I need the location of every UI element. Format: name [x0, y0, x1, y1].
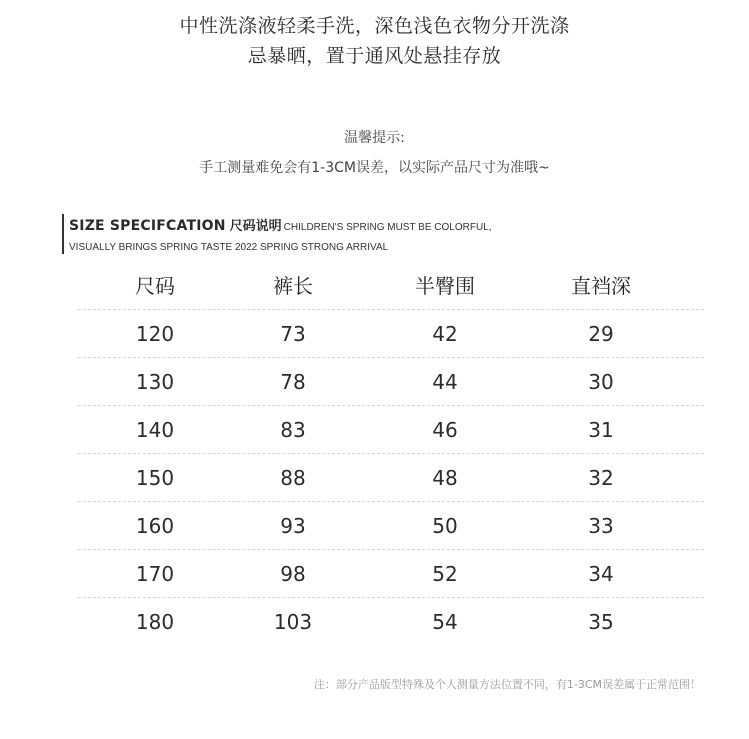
cell-size: 130	[135, 370, 175, 394]
cell-pants-length: 83	[280, 418, 306, 442]
size-header-title-cn: 尺码说明	[229, 219, 282, 234]
cell-half-hip: 48	[432, 466, 458, 490]
cell-rise-depth: 35	[588, 610, 614, 634]
cell-half-hip: 46	[432, 418, 458, 442]
cell-pants-length: 73	[280, 322, 306, 346]
cell-size: 170	[135, 562, 175, 586]
cell-size: 150	[135, 466, 175, 490]
size-specification-header	[62, 214, 492, 254]
size-header-subtitle-1: CHILDREN'S SPRING MUST BE COLORFUL,	[283, 222, 492, 233]
cell-pants-length: 93	[280, 514, 306, 538]
table-row	[0, 502, 749, 550]
cell-rise-depth: 33	[588, 514, 614, 538]
cell-pants-length: 78	[280, 370, 306, 394]
cell-size: 160	[135, 514, 175, 538]
cell-half-hip: 52	[432, 562, 458, 586]
tip-body: 手工测量难免会有1-3CM误差，以实际产品尺寸为准哦~	[199, 160, 550, 176]
table-header-row	[0, 262, 749, 310]
measurement-footnote: 注：部分产品版型特殊及个人测量方法位置不同，有1-3CM误差属于正常范围！	[313, 678, 701, 691]
cell-half-hip: 44	[432, 370, 458, 394]
size-table	[0, 262, 749, 646]
cell-half-hip: 50	[432, 514, 458, 538]
size-header-title: SIZE SPECIFCATION	[69, 218, 226, 234]
table-row	[0, 454, 749, 502]
cell-rise-depth: 34	[588, 562, 614, 586]
care-instruction-line-2: 忌暴晒，置于通风处悬挂存放	[247, 45, 502, 67]
cell-rise-depth: 31	[588, 418, 614, 442]
size-header-line-1	[69, 214, 492, 239]
cell-pants-length: 98	[280, 562, 306, 586]
cell-rise-depth: 32	[588, 466, 614, 490]
column-header-size: 尺码	[135, 274, 175, 298]
column-header-pants-length: 裤长	[273, 274, 313, 298]
cell-rise-depth: 30	[588, 370, 614, 394]
cell-size: 140	[135, 418, 175, 442]
table-row	[0, 406, 749, 454]
cell-rise-depth: 29	[588, 322, 614, 346]
table-row	[0, 310, 749, 358]
cell-size: 180	[135, 610, 175, 634]
cell-half-hip: 42	[432, 322, 458, 346]
table-row	[0, 358, 749, 406]
cell-half-hip: 54	[432, 610, 458, 634]
table-row	[0, 598, 749, 646]
cell-pants-length: 103	[273, 610, 313, 634]
tip-title: 温馨提示:	[344, 130, 405, 146]
column-header-rise-depth: 直裆深	[571, 274, 631, 298]
cell-pants-length: 88	[280, 466, 306, 490]
cell-size: 120	[135, 322, 175, 346]
care-instruction-line-1: 中性洗涤液轻柔手洗，深色浅色衣物分开洗涤	[179, 15, 570, 37]
table-row	[0, 550, 749, 598]
column-header-half-hip: 半臀围	[415, 274, 475, 298]
size-header-subtitle-2: VISUALLY BRINGS SPRING TASTE 2022 SPRING STRONG ARRIVAL	[69, 242, 389, 253]
